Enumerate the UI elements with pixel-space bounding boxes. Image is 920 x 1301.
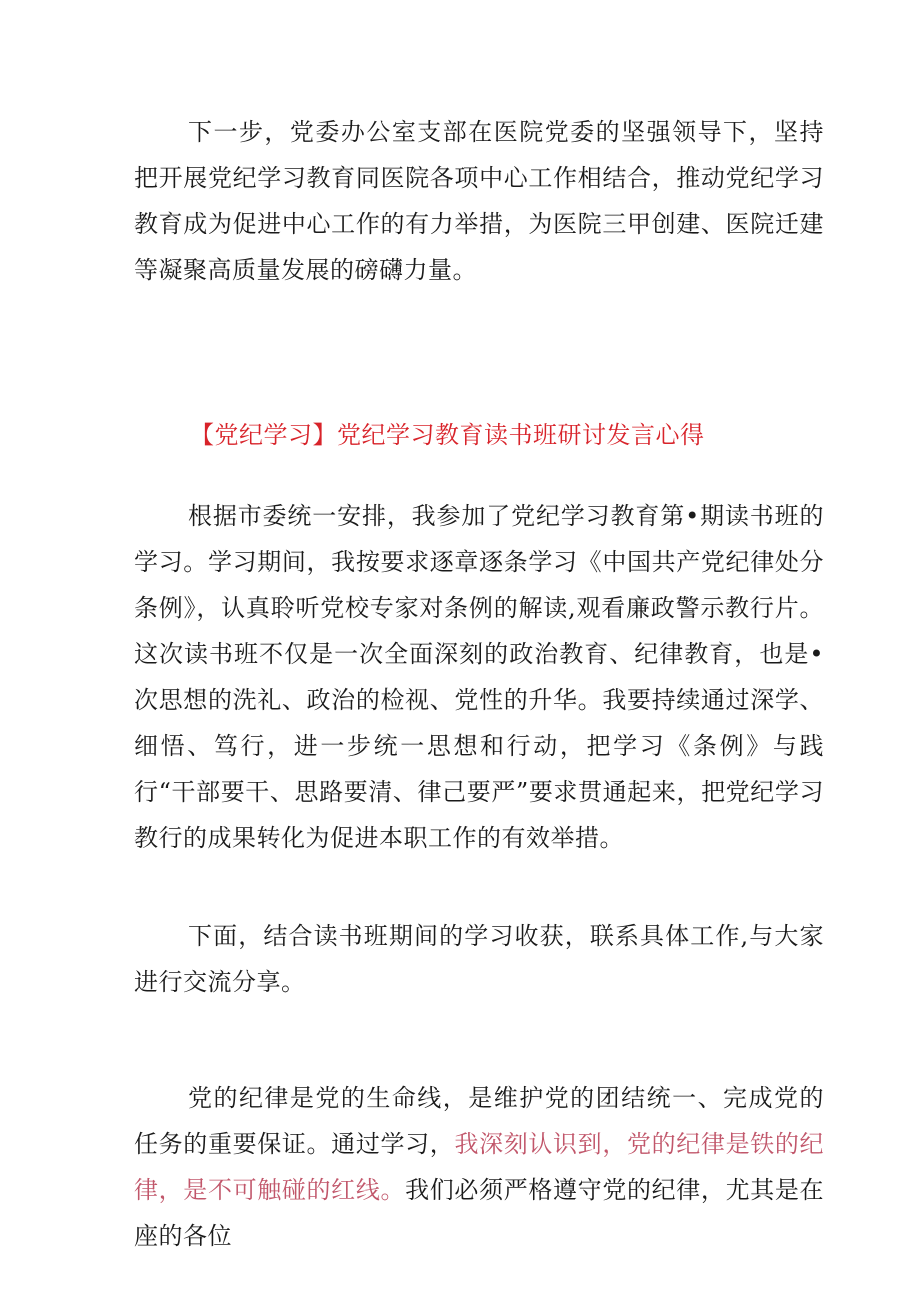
paragraph-discipline-tail: 我们必须严格遵守党的纪律，尤其是在座的各位 [134, 1176, 825, 1250]
paragraph-discipline [134, 1075, 824, 1259]
paragraph-study-arrangement: 根据市委统一安排，我参加了党纪学习教育第•期读书班的学习。学习期间，我按要求逐章逐条学习《中国共产党纪律处分条例》，认真聆听党校专家对条例的解读,观看廉政警示教行片。这次读书班不仅是一次全面深刻的政治教育、纪律教育，也是•次思想的洗礼、政治的检视、党性的升华。我要持续通过深学、细悟、笃行，进一步统一思想和行动，把学习《条例》与践行“干部要干、思路要清、律己要严”要求贯通起来，把党纪学习教行的成果转化为促进本职工作的有效举措。 [134, 502, 824, 852]
highlighted-text: 我深刻认识到，党的纪律是铁的纪律，是不可触碰的红线。 [134, 1130, 825, 1204]
section-heading: 【党纪学习】党纪学习教育读书班研讨发言心得 [190, 421, 705, 449]
paragraph-next-steps: 下一步，党委办公室支部在医院党委的坚强领导下，坚持把开展党纪学习教育同医院各项中心工作相结合，推动党纪学习教育成为促进中心工作的有力举措，为医院三甲创建、医院迁建等凝聚高质量发展的磅礴力量。 [134, 118, 824, 284]
paragraph-discipline-lead: 党的纪律是党的生命线，是维护党的团结统一、完成党的任务的重要保证。通过学习， [134, 1084, 824, 1158]
paragraph-exchange-intro: 下面，结合读书班期间的学习收获，联系具体工作,与大家进行交流分享。 [134, 922, 824, 996]
